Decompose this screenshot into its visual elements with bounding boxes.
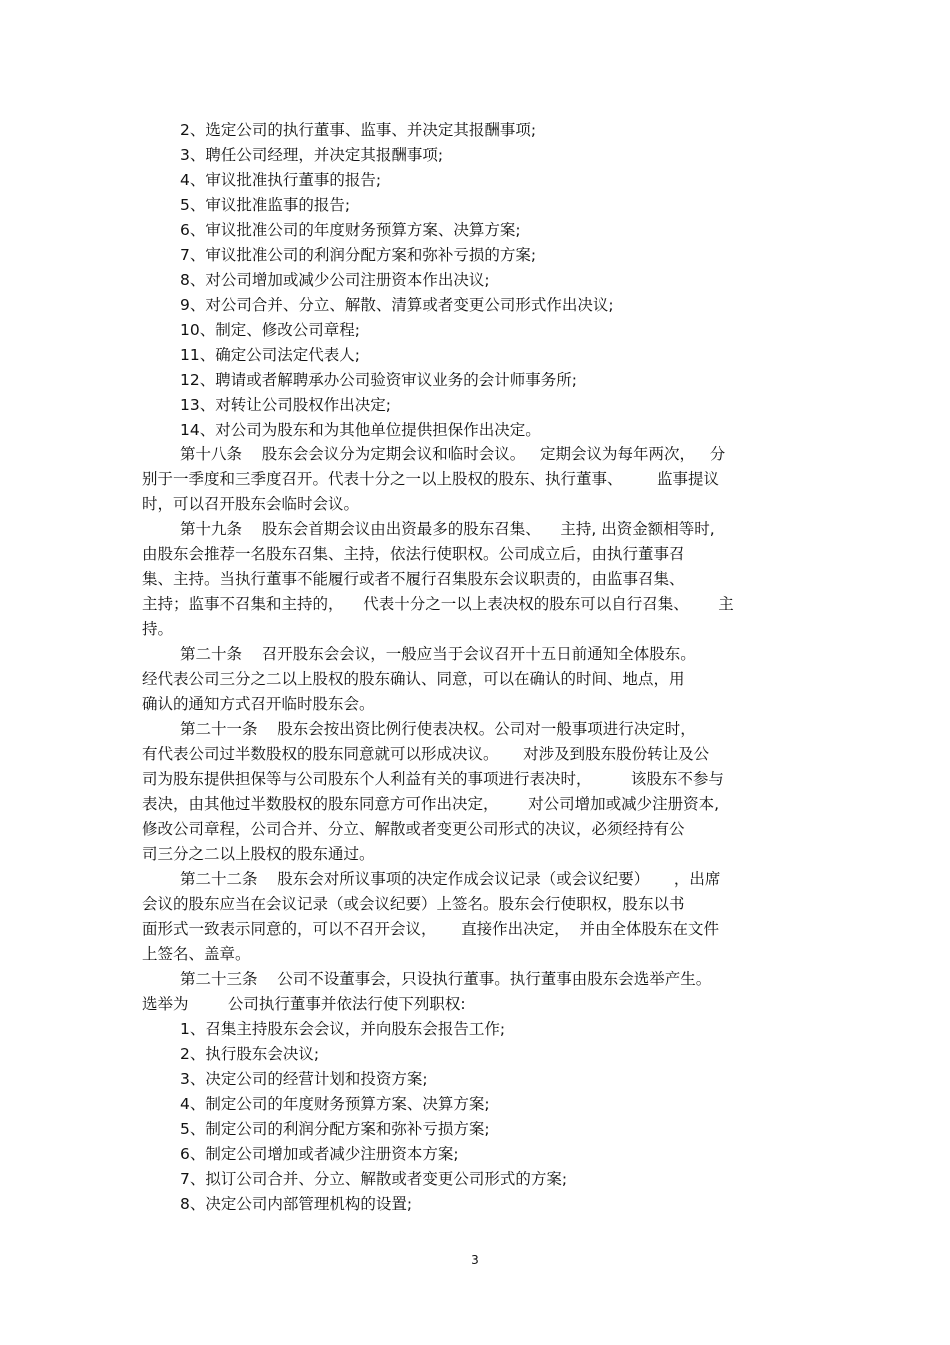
list-item: 2、选定公司的执行董事、监事、并决定其报酬事项; xyxy=(180,121,537,139)
article-20-line: 经代表公司三分之二以上股权的股东确认、同意，可以在确认的时间、地点，用 xyxy=(142,670,685,688)
list-item: 4、制定公司的年度财务预算方案、决算方案; xyxy=(180,1095,490,1113)
article-23-line: 选举为 公司执行董事并依法行使下列职权: xyxy=(142,995,466,1013)
article-22-line: 第二十二条 股东会对所议事项的决定作成会议记录（或会议纪要） ，出席 xyxy=(180,870,721,888)
article-21-line: 修改公司章程，公司合并、分立、解散或者变更公司形式的决议，必须经持有公 xyxy=(142,820,685,838)
article-19-line: 持。 xyxy=(142,620,174,638)
article-19-line: 主持；监事不召集和主持的， 代表十分之一以上表决权的股东可以自行召集、 主 xyxy=(142,595,734,613)
article-20-line: 确认的通知方式召开临时股东会。 xyxy=(142,695,375,713)
article-22-line: 面形式一致表示同意的，可以不召开会议， 直接作出决定， 并由全体股东在文件 xyxy=(142,920,719,938)
page-number: 3 xyxy=(471,1253,479,1267)
list-item: 6、制定公司增加或者减少注册资本方案; xyxy=(180,1145,459,1163)
list-item: 5、制定公司的利润分配方案和弥补亏损方案; xyxy=(180,1120,490,1138)
list-item: 8、决定公司内部管理机构的设置; xyxy=(180,1195,413,1213)
article-20-line: 第二十条 召开股东会会议，一般应当于会议召开十五日前通知全体股东。 xyxy=(180,645,696,663)
list-item: 5、审议批准监事的报告; xyxy=(180,196,351,214)
list-item: 2、执行股东会决议; xyxy=(180,1045,320,1063)
article-18-line: 时，可以召开股东会临时会议。 xyxy=(142,495,360,513)
article-21-line: 司为股东提供担保等与公司股东个人利益有关的事项进行表决时， 该股东不参与 xyxy=(142,770,724,788)
list-item: 12、聘请或者解聘承办公司验资审议业务的会计师事务所; xyxy=(180,371,577,389)
article-21-line: 表决，由其他过半数股权的股东同意方可作出决定， 对公司增加或减少注册资本, xyxy=(142,795,719,813)
article-19-line: 集、主持。当执行董事不能履行或者不履行召集股东会议职责的，由监事召集、 xyxy=(142,570,685,588)
article-21-line: 第二十一条 股东会按出资比例行使表决权。公司对一般事项进行决定时， xyxy=(180,720,696,738)
article-18-line: 第十八条 股东会会议分为定期会议和临时会议。 定期会议为每年两次， 分 xyxy=(180,445,726,463)
article-18-line: 别于一季度和三季度召开。代表十分之一以上股权的股东、执行董事、 监事提议 xyxy=(142,470,719,488)
list-item: 4、审议批准执行董事的报告; xyxy=(180,171,382,189)
list-item: 7、审议批准公司的利润分配方案和弥补亏损的方案; xyxy=(180,246,537,264)
list-item: 9、对公司合并、分立、解散、清算或者变更公司形式作出决议; xyxy=(180,296,614,314)
list-item: 11、确定公司法定代表人; xyxy=(180,346,360,364)
list-item: 1、召集主持股东会会议，并向股东会报告工作; xyxy=(180,1020,506,1038)
article-22-line: 会议的股东应当在会议记录（或会议纪要）上签名。股东会行使职权，股东以书 xyxy=(142,895,685,913)
list-item: 7、拟订公司合并、分立、解散或者变更公司形式的方案; xyxy=(180,1170,568,1188)
article-22-line: 上签名、盖章。 xyxy=(142,945,251,963)
article-23-line: 第二十三条 公司不设董事会，只设执行董事。执行董事由股东会选举产生。 xyxy=(180,970,712,988)
article-19-line: 由股东会推荐一名股东召集、主持，依法行使职权。公司成立后，由执行董事召 xyxy=(142,545,685,563)
list-item: 6、审议批准公司的年度财务预算方案、决算方案; xyxy=(180,221,521,239)
list-item: 8、对公司增加或减少公司注册资本作出决议; xyxy=(180,271,490,289)
list-item: 14、对公司为股东和为其他单位提供担保作出决定。 xyxy=(180,421,541,439)
list-item: 13、对转让公司股权作出决定; xyxy=(180,396,391,414)
article-19-line: 第十九条 股东会首期会议由出资最多的股东召集、 主持, 出资金额相等时, xyxy=(180,520,715,538)
list-item: 3、决定公司的经营计划和投资方案; xyxy=(180,1070,428,1088)
article-21-line: 有代表公司过半数股权的股东同意就可以形成决议。 对涉及到股东股份转让及公 xyxy=(142,745,710,763)
article-21-line: 司三分之二以上股权的股东通过。 xyxy=(142,845,375,863)
list-item: 3、聘任公司经理，并决定其报酬事项; xyxy=(180,146,444,164)
list-item: 10、制定、修改公司章程; xyxy=(180,321,360,339)
